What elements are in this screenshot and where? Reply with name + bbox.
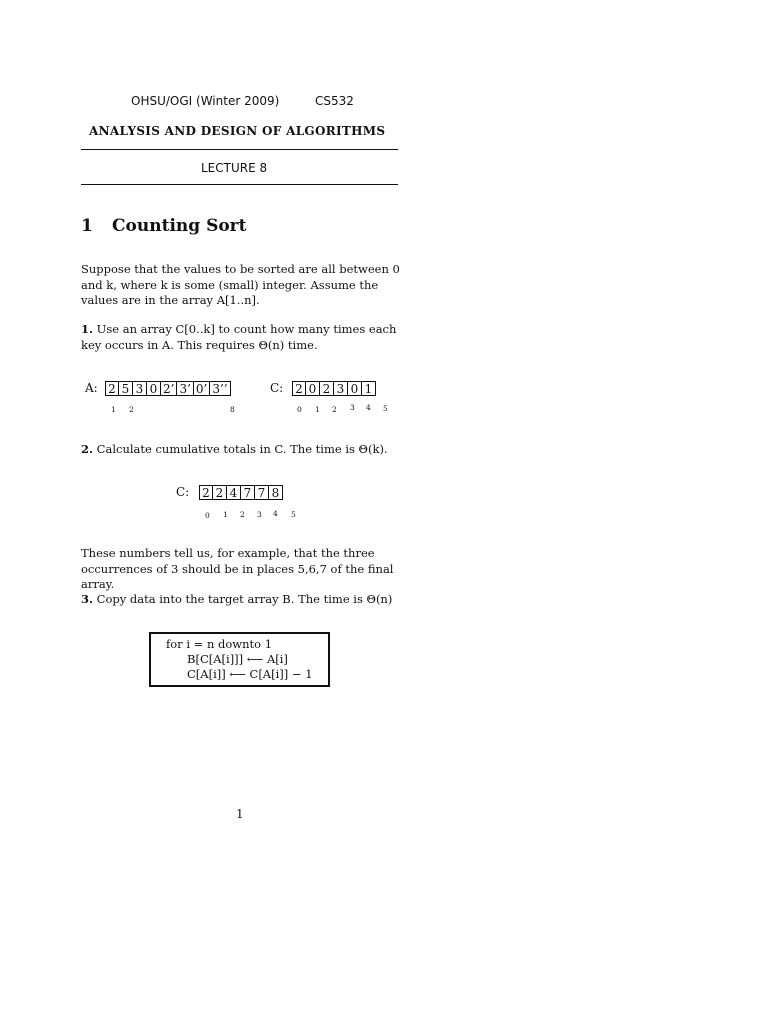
lecture-label: LECTURE 8 — [201, 161, 268, 175]
array-c-cumulative-label: C: — [176, 485, 190, 499]
step-2 — [81, 442, 401, 458]
array-c-cumulative-index: 2 — [240, 510, 245, 519]
array-c-counts-cell: 3 — [334, 381, 348, 396]
array-c-cumulative-cell: 7 — [255, 485, 269, 500]
array-c-counts-cell: 2 — [292, 381, 306, 396]
array-a-label: A: — [85, 381, 98, 395]
step-3 — [81, 592, 401, 608]
course-info: OHSU/OGI (Winter 2009) — [131, 94, 280, 108]
array-a-cell: 0 — [147, 381, 161, 396]
array-a-index: 1 — [111, 405, 116, 414]
array-c-counts-index: 4 — [366, 403, 371, 412]
array-c-counts-cell: 2 — [320, 381, 334, 396]
array-c-counts-index: 0 — [297, 405, 302, 414]
array-c-counts-index: 2 — [332, 405, 337, 414]
course-title: ANALYSIS AND DESIGN OF ALGORITHMS — [89, 124, 386, 138]
section-number: 1 — [81, 216, 93, 236]
array-a-cell: 5 — [119, 381, 133, 396]
step-1-text: Use an array C[0..k] to count how many times each key occurs in A. This requires Θ(n) time. — [81, 322, 397, 352]
array-c-cumulative — [199, 485, 283, 500]
pseudocode-box — [149, 632, 330, 687]
array-c-counts — [292, 381, 376, 396]
array-c-counts-cell: 0 — [348, 381, 362, 396]
array-c-counts-label: C: — [270, 381, 284, 395]
course-code: CS532 — [315, 94, 354, 108]
step-1 — [81, 322, 401, 353]
explanation-paragraph: These numbers tell us, for example, that the three occurrences of 3 should be in places 5,6,7 of the final array. — [81, 546, 394, 591]
pseudocode-line-3: C[A[i]] ⟵ C[A[i]] − 1 — [187, 667, 313, 681]
page-number: 1 — [236, 807, 244, 821]
array-c-counts-index: 5 — [383, 404, 388, 413]
array-c-cumulative-index: 5 — [291, 510, 296, 519]
pseudocode-line-2: B[C[A[i]]] ⟵ A[i] — [187, 652, 288, 666]
array-c-cumulative-index: 3 — [257, 510, 262, 519]
array-c-cumulative-cell: 4 — [227, 485, 241, 500]
array-c-counts-cell: 0 — [306, 381, 320, 396]
array-a-cell: 2 — [105, 381, 119, 396]
intro-paragraph: Suppose that the values to be sorted are all between 0 and k, where k is some (small) integer. Assume the values are in the array A[1..n]. — [81, 262, 400, 307]
step-2-text: Calculate cumulative totals in C. The time is Θ(k). — [96, 442, 388, 456]
array-a-cell: 3’’ — [210, 381, 230, 396]
array-c-cumulative-index: 1 — [223, 510, 228, 519]
array-a-cell: 3 — [133, 381, 147, 396]
header-rule-top — [81, 149, 398, 150]
array-a-cell: 3’ — [177, 381, 193, 396]
array-c-cumulative-cell: 2 — [213, 485, 227, 500]
array-a-index: 8 — [230, 405, 235, 414]
array-a — [105, 381, 231, 396]
header-rule-bottom — [81, 184, 398, 185]
array-c-cumulative-cell: 2 — [199, 485, 213, 500]
array-c-cumulative-index: 4 — [273, 509, 278, 518]
array-a-cell: 0’ — [194, 381, 210, 396]
array-c-counts-cell: 1 — [362, 381, 376, 396]
array-c-cumulative-cell: 8 — [269, 485, 283, 500]
pseudocode-line-1: for i = n downto 1 — [166, 637, 273, 651]
array-a-cell: 2’ — [161, 381, 177, 396]
step-3-number: 3. — [81, 592, 94, 606]
section-title: Counting Sort — [112, 216, 247, 236]
array-c-cumulative-cell: 7 — [241, 485, 255, 500]
array-c-counts-index: 1 — [315, 405, 320, 414]
step-1-number: 1. — [81, 322, 94, 336]
step-2-number: 2. — [81, 442, 94, 456]
step-3-text: Copy data into the target array B. The time is Θ(n) — [96, 592, 393, 606]
array-c-cumulative-index: 0 — [205, 511, 210, 520]
array-a-index: 2 — [129, 405, 134, 414]
array-c-counts-index: 3 — [350, 403, 355, 412]
